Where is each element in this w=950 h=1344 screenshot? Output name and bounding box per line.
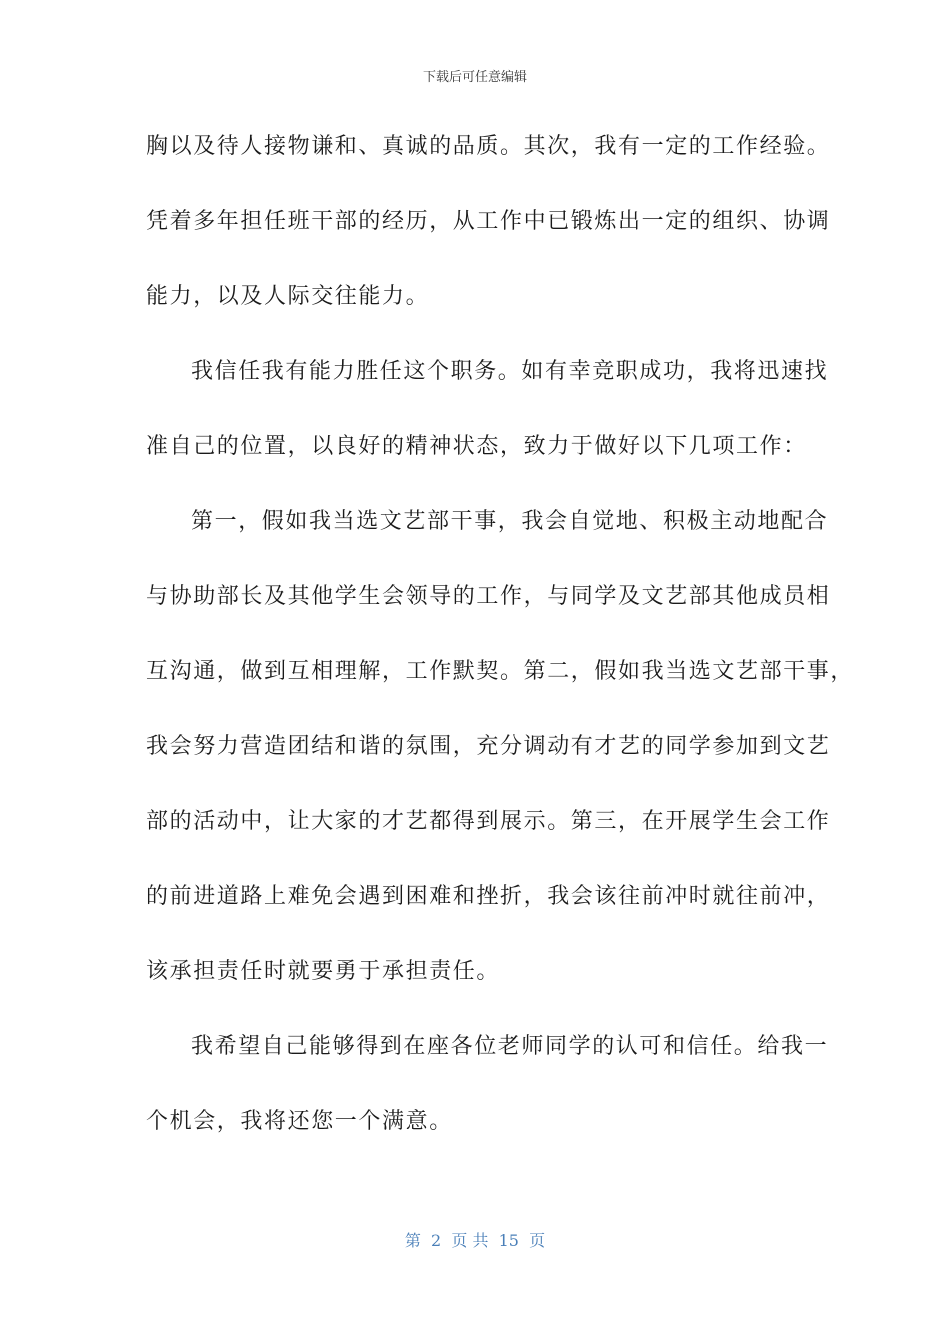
body-line: 互沟通，做到互相理解，工作默契。第二，假如我当选文艺部干事， (146, 659, 855, 684)
body-line: 个机会，我将还您一个满意。 (146, 1109, 453, 1134)
body-line: 能力，以及人际交往能力。 (146, 284, 430, 309)
page-header-note: 下载后可任意编辑 (422, 70, 527, 85)
body-line: 部的活动中，让大家的才艺都得到展示。第三，在开展学生会工作 (146, 809, 831, 834)
page-number: 第 2 页 共 15 页 (404, 1231, 546, 1250)
body-line: 与协助部长及其他学生会领导的工作，与同学及文艺部其他成员相 (146, 584, 831, 609)
body-line: 的前进道路上难免会遇到困难和挫折，我会该往前冲时就往前冲， (146, 884, 831, 909)
body-line: 第一，假如我当选文艺部干事，我会自觉地、积极主动地配合 (191, 509, 829, 534)
body-line: 胸以及待人接物谦和、真诚的品质。其次，我有一定的工作经验。 (146, 134, 831, 159)
document-body (146, 127, 855, 1177)
body-line: 该承担责任时就要勇于承担责任。 (146, 959, 501, 984)
body-line: 准自己的位置，以良好的精神状态，致力于做好以下几项工作： (146, 434, 807, 459)
body-line: 凭着多年担任班干部的经历，从工作中已锻炼出一定的组织、协调 (146, 209, 831, 234)
body-line: 我希望自己能够得到在座各位老师同学的认可和信任。给我一 (191, 1034, 829, 1059)
body-line: 我信任我有能力胜任这个职务。如有幸竞职成功，我将迅速找 (191, 359, 829, 384)
body-line: 我会努力营造团结和谐的氛围，充分调动有才艺的同学参加到文艺 (146, 734, 831, 759)
